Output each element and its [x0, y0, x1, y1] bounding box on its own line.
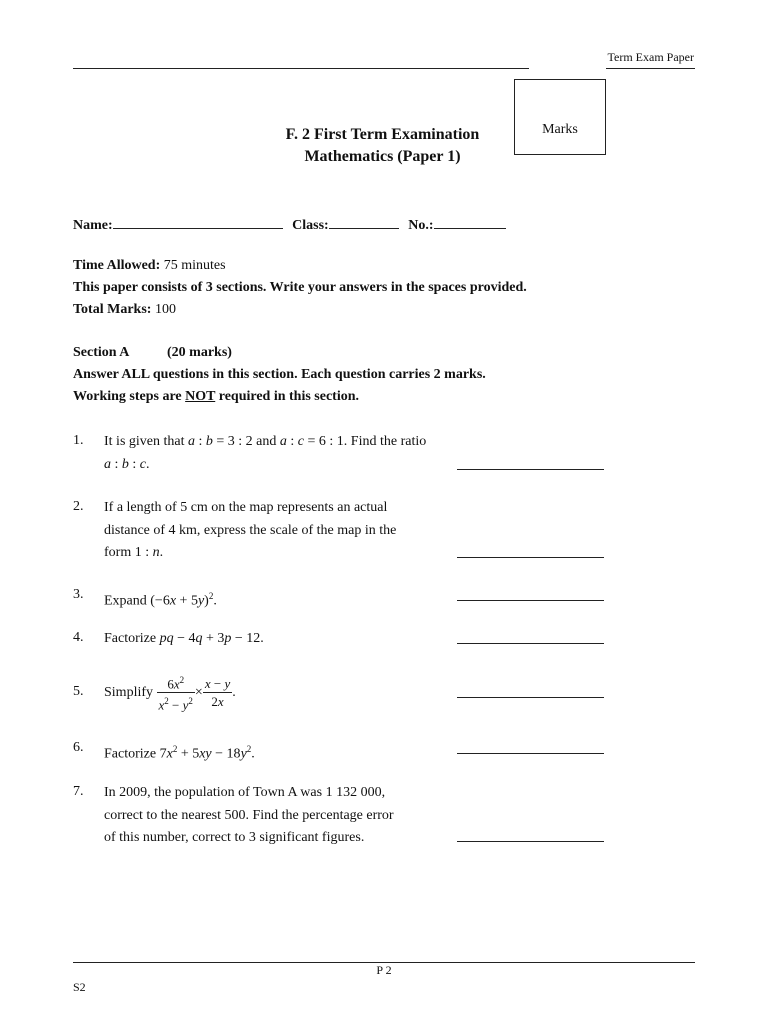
- exam-title: F. 2 First Term Examination: [285, 126, 480, 143]
- instr-not: NOT: [185, 389, 216, 404]
- question-2-text: If a length of 5 cm on the map represents an actual distance of 4 km, express the scale of the map in the form 1 : n.: [104, 500, 397, 560]
- instr-post: required in this section.: [215, 389, 360, 404]
- question-3-text: Expand $(-6x + 5y)^2$.: [104, 591, 217, 609]
- answer-line-4[interactable]: [457, 643, 604, 644]
- number-label: No.:: [408, 218, 434, 233]
- question-2-line-2: distance of 4 km, express the scale of the map in the: [104, 522, 397, 538]
- instr-pre: Working steps are: [73, 389, 186, 404]
- answer-line-5[interactable]: [457, 697, 604, 698]
- sections-note: This paper consists of 3 sections. Write your answers in the spaces provided.: [73, 280, 527, 295]
- time-value: 75 minutes: [163, 258, 226, 273]
- question-number: 6.: [73, 740, 84, 755]
- time-allowed: [73, 258, 226, 274]
- fraction-2: $\frac{x - y}{2x}$: [204, 676, 231, 710]
- answer-line-6[interactable]: [457, 753, 604, 754]
- question-5-text: Simplify $\frac{6x^2}{x^2 - y^2}$ × $\frac{x - y}{2x}$ .: [104, 672, 236, 714]
- number-field[interactable]: [434, 214, 506, 229]
- fraction-1: $\frac{6x^2}{x^2 - y^2}$: [157, 672, 195, 714]
- question-7-line-1: In 2009, the population of Town A was 1 132 000,: [104, 785, 386, 800]
- name-label: Name:: [73, 218, 113, 233]
- question-2-line-1: If a length of 5 cm on the map represents an actual: [104, 500, 388, 515]
- question-7-line-2: correct to the nearest 500. Find the percentage error: [104, 807, 394, 823]
- name-field[interactable]: [113, 214, 283, 229]
- header-label: Term Exam Paper: [607, 50, 694, 64]
- student-fields: [73, 214, 506, 234]
- question-number: 7.: [73, 784, 84, 799]
- class-label: Class:: [292, 218, 329, 233]
- footer-code: S2: [73, 980, 86, 994]
- answer-line-7[interactable]: [457, 841, 604, 842]
- question-number: 5.: [73, 684, 84, 699]
- marks-label: Marks: [542, 122, 578, 137]
- answer-line-1[interactable]: [457, 469, 604, 470]
- class-field[interactable]: [329, 214, 399, 229]
- answer-line-3[interactable]: [457, 600, 604, 601]
- question-number: 2.: [73, 499, 84, 514]
- question-4-text: Factorize pq − 4q + 3p − 12.: [104, 631, 264, 646]
- time-label: Time Allowed:: [73, 258, 161, 273]
- section-a-instruction-2: [73, 389, 359, 405]
- exam-subtitle: Mathematics (Paper 1): [304, 148, 461, 165]
- total-marks: [73, 302, 176, 318]
- total-label: Total Marks:: [73, 302, 152, 317]
- page-number: P 2: [376, 963, 392, 977]
- section-a-marks: (20 marks): [167, 345, 232, 360]
- section-a-title: Section A: [73, 345, 130, 360]
- header-rule-right: [606, 68, 695, 69]
- question-1-text: It is given that a : b = 3 : 2 and a : c = 6 : 1. Find the ratio a : b : c.: [104, 434, 427, 472]
- question-7-line-3: of this number, correct to 3 significant figures.: [104, 830, 365, 845]
- question-7-text: [104, 782, 394, 850]
- header-rule: [73, 68, 529, 69]
- question-6-text: Factorize $7x^2 + 5xy - 18y^2$.: [104, 744, 255, 762]
- question-number: 4.: [73, 630, 84, 645]
- section-a-instruction-1: Answer ALL questions in this section. Each question carries 2 marks.: [73, 367, 486, 382]
- question-number: 3.: [73, 587, 84, 602]
- answer-line-2[interactable]: [457, 557, 604, 558]
- question-number: 1.: [73, 433, 84, 448]
- total-value: 100: [154, 302, 176, 317]
